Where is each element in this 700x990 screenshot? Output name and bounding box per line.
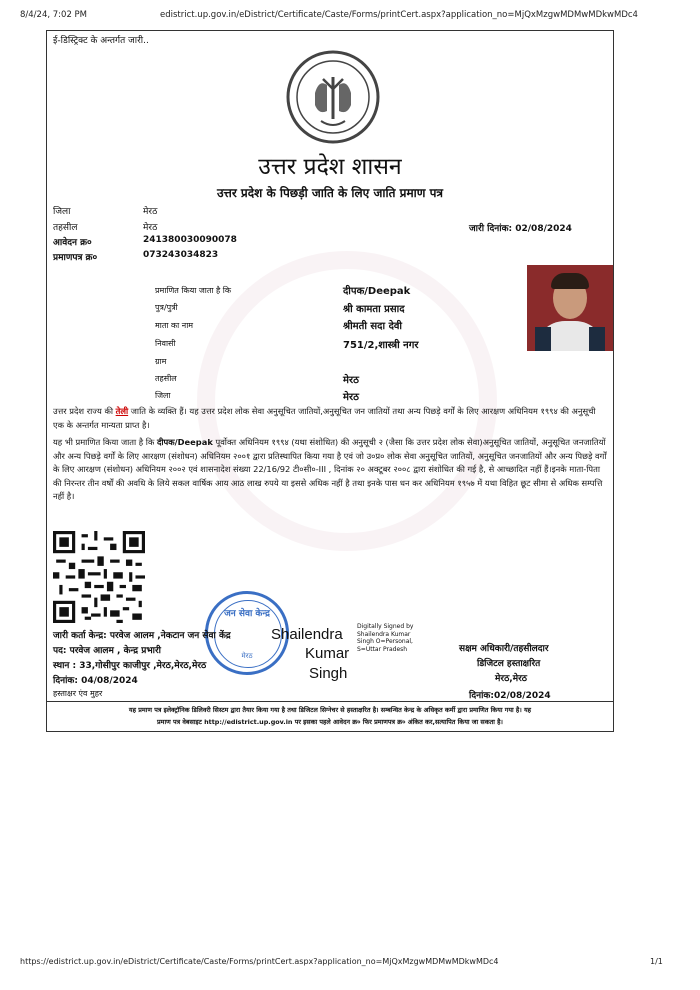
bottom-note-2: प्रमाण पत्र वेबसाइट http://edistrict.up.gov.in पर इसका पहले आवेदन क्र० फिर प्रमाणपत्र क्र० अंकित कर,सत्यापित किया जा सकता है। — [157, 718, 503, 726]
meta-value: मेरठ — [143, 207, 158, 217]
signer-name: Kumar — [305, 645, 350, 662]
issue-date — [469, 221, 572, 234]
qr-code — [53, 531, 145, 623]
detail-label: जिला — [155, 391, 171, 400]
divider — [47, 701, 613, 702]
paragraph-declaration — [53, 436, 609, 504]
authority-place: मेरठ,मेरठ — [495, 674, 528, 684]
footer-url: https://edistrict.up.gov.in/eDistrict/Certificate/Caste/Forms/printCert.aspx?application_no=MjQxMzgwMDMwMDkwMDc4 — [20, 957, 499, 966]
detail-label: ग्राम — [155, 357, 167, 366]
caste-name: तेली — [115, 406, 129, 416]
district-value: मेरठ — [343, 392, 359, 403]
page-count: 1/1 — [650, 957, 663, 966]
certificate-number: 073243034823 — [143, 250, 219, 260]
signer-name: Singh — [309, 665, 348, 682]
tehsil-value: मेरठ — [343, 375, 359, 386]
meta-value: मेरठ — [143, 223, 158, 233]
issuer-date: दिनांक: 04/08/2024 — [53, 676, 138, 686]
detail-label: पुत्र/पुत्री — [155, 303, 178, 312]
signer-name: Shailendra — [271, 626, 343, 643]
detail-label: प्रमाणित किया जाता है कि — [155, 286, 232, 295]
authority-date: दिनांक:02/08/2024 — [469, 691, 551, 701]
bottom-note-1: यह प्रमाण पत्र इलेक्ट्रॉनिक डिलिवरी सिस्टम द्वारा तैयार किया गया है तथा डिजिटल सिग्नेचर से हस्ताक्षरित है। सम्बन्धित केन्द्र के अधिकृत कर्मी द्वारा प्रमाणित किया गया है। यह — [128, 706, 532, 714]
father-name: श्री कामता प्रसाद — [343, 304, 405, 315]
top-note: ई-डिस्ट्रिक्ट के अन्तर्गत जारी.. — [53, 36, 149, 46]
detail-label: निवासी — [155, 339, 176, 348]
mother-name: श्रीमती सदा देवी — [343, 321, 403, 332]
meta-label: जिला — [53, 207, 71, 217]
browser-datetime: 8/4/24, 7:02 PM — [20, 10, 88, 20]
application-number: 241380030090078 — [143, 235, 237, 245]
para-text: जाति के व्यक्ति हैं। यह उत्तर प्रदेश लोक सेवा अनुसूचित जातियों,अनुसूचित जन जातियों तथा अन्य पिछड़े वर्गों के लिए आरक्षण अधिनियम १९९४ की अनुसूची एक के अन्तर्गत मान्यता प्राप्त है। — [53, 406, 596, 430]
government-title: उत्तर प्रदेश शासन — [258, 154, 402, 180]
stamp-sub: मेरठ — [241, 652, 253, 660]
detail-label: तहसील — [155, 374, 177, 383]
issue-date-label: जारी दिनांक: — [469, 224, 513, 234]
meta-label: तहसील — [53, 223, 78, 233]
paragraph-caste — [53, 405, 609, 432]
sign-seal-label: हस्ताक्षर एंव मुहर — [53, 689, 103, 698]
issuer-post: पद: परवेज आलम , केन्द्र प्रभारी — [53, 646, 161, 656]
browser-url: edistrict.up.gov.in/eDistrict/Certificate/Caste/Forms/printCert.aspx?application_no=MjQxMzgwMDMwMDkwMDc4 — [160, 10, 638, 20]
para-text: उत्तर प्रदेश राज्य की — [53, 406, 116, 416]
applicant-name: दीपक/Deepak — [343, 286, 411, 297]
issuer-center: जारी कर्ता केन्द्र: परवेज आलम ,नेकटान जन सेवा केंद्र — [53, 631, 231, 641]
applicant-photo — [527, 265, 613, 351]
para-text: पूर्वोक्त अधिनियम १९९४ (यथा संशोधित) की अनुसूची २ (जैसा कि उत्तर प्रदेश लोक सेवा)अनुसूचित जातियों, अनुसूचित जनजातियों और अन्य पिछड़े वर्गों के लिए आरक्षण (संशोधन) अधिनियम २००१ द्वारा प्रतिस्थापित किया गया है एवं जो उ०प्र० लोक सेवा अनुसूचित जातियों, अनुसूचित जनजातियों और अन्य पिछड़े वर्गों के लिए आरक्षण (संशोधन) अधिनियम २००२ एवं शासनादेश संख्या 22/16/92 टी०सी०-III , दिनांक २० अक्टूबर २००८ द्वारा संशोधित की गई है, से आच्छादित नहीं हैं।इनके माता-पिता की निरन्तर तीन वर्षों की अवधि के लिये सकल वार्षिक आय आठ लाख रुपये या इससे अधिक नहीं है तथा इनके पास धन कर अधिनियम १९५७ में यथा विहित छूट सीमा से अधिक सम्पत्ति नहीं है। — [53, 437, 607, 502]
detail-label: माता का नाम — [155, 321, 194, 330]
issuer-place: स्थान : 33,गोसीपुर काजीपुर ,मेरठ,मेरठ,मेरठ — [53, 661, 207, 671]
certificate-title: उत्तर प्रदेश के पिछड़ी जाति के लिए जाति प्रमाण पत्र — [216, 186, 444, 200]
state-emblem-icon — [285, 49, 381, 145]
authority-title: सक्षम अधिकारी/तहसीलदार — [459, 644, 549, 654]
authority-sign: डिजिटल हस्ताक्षरित — [477, 659, 541, 669]
certificate — [46, 30, 614, 732]
stamp-text: जन सेवा केन्द्र — [224, 609, 270, 619]
meta-label: आवेदन क्र० — [53, 238, 92, 248]
para-text: यह भी प्रमाणित किया जाता है कि — [53, 437, 157, 447]
meta-label: प्रमाणपत्र क्र० — [53, 253, 98, 263]
issue-date-value: 02/08/2024 — [515, 224, 572, 234]
residence: 751/2,शास्त्री नगर — [343, 340, 419, 351]
declaration-name: दीपक/Deepak — [156, 437, 213, 447]
signature-details: Digitally Signed by Shailendra Kumar Singh O=Personal, S=Uttar Pradesh — [357, 623, 414, 653]
